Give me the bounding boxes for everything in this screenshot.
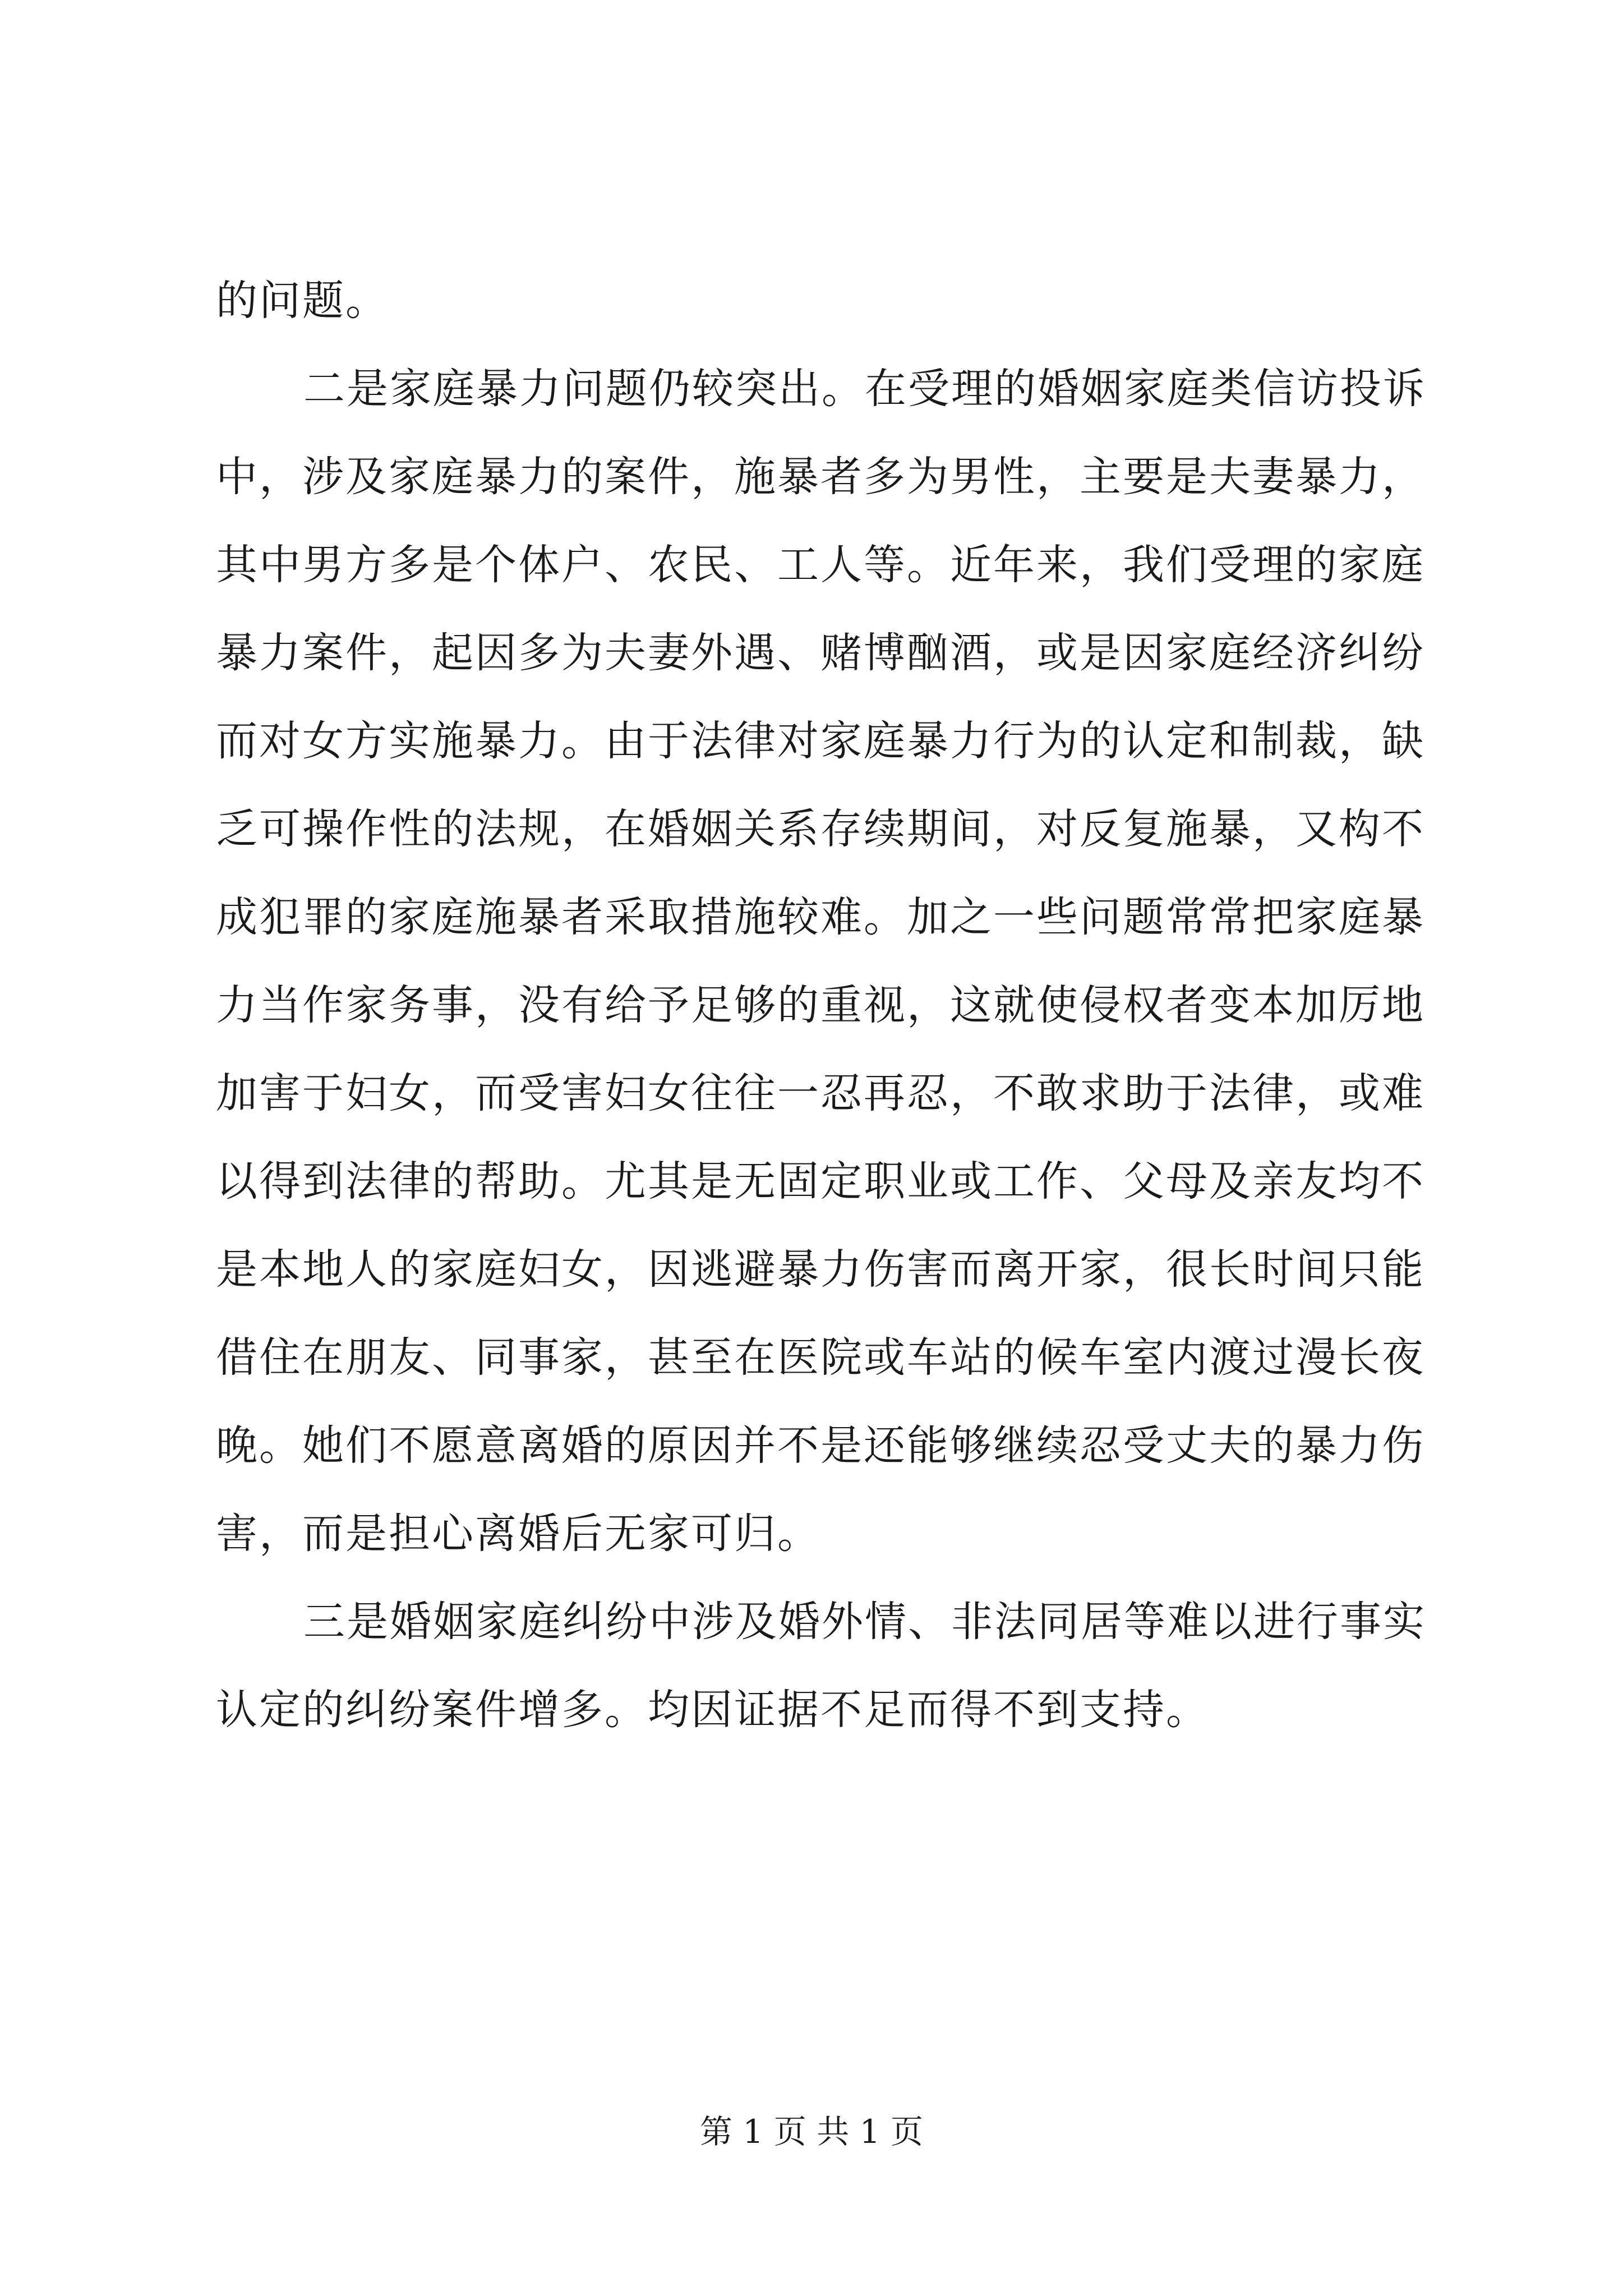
text-line: 力当作家务事，没有给予足够的重视，这就使侵权者变本加厉地 [216,981,1425,1029]
page-footer [0,2109,1623,2154]
text-line: 中，涉及家庭暴力的案件，施暴者多为男性，主要是夫妻暴力， [216,453,1425,501]
document-body [216,257,1426,1754]
text-line: 乏可操作性的法规，在婚姻关系存续期间，对反复施暴，又构不 [216,805,1425,853]
text-line: 害，而是担心离婚后无家可归。 [216,1510,820,1558]
text-line: 认定的纠纷案件增多。均因证据不足而得不到支持。 [216,1686,1209,1734]
text-line: 其中男方多是个体户、农民、工人等。近年来，我们受理的家庭 [216,541,1425,589]
text-line: 是本地人的家庭妇女，因逃避暴力伤害而离开家，很长时间只能 [216,1245,1425,1294]
text-line: 加害于妇女，而受害妇女往往一忍再忍，不敢求助于法律，或难 [216,1069,1425,1117]
paragraph-start-line: 二是家庭暴力问题仍较突出。在受理的婚姻家庭类信访投诉 [303,365,1426,413]
paragraph-start-line: 三是婚姻家庭纠纷中涉及婚外情、非法同居等难以进行事实 [303,1598,1426,1646]
text-line: 以得到法律的帮助。尤其是无固定职业或工作、父母及亲友均不 [216,1157,1425,1205]
text-line: 而对女方实施暴力。由于法律对家庭暴力行为的认定和制裁，缺 [216,717,1425,765]
text-line: 的问题。 [216,277,389,325]
text-line: 晚。她们不愿意离婚的原因并不是还能够继续忍受丈夫的暴力伤 [216,1421,1425,1470]
text-line: 暴力案件，起因多为夫妻外遇、赌博酗酒，或是因家庭经济纠纷 [216,629,1425,677]
text-line: 借住在朋友、同事家，甚至在医院或车站的候车室内渡过漫长夜 [216,1333,1425,1382]
page-number-label: 第 1 页 共 1 页 [700,2113,923,2151]
text-line: 成犯罪的家庭施暴者采取措施较难。加之一些问题常常把家庭暴 [216,893,1425,941]
